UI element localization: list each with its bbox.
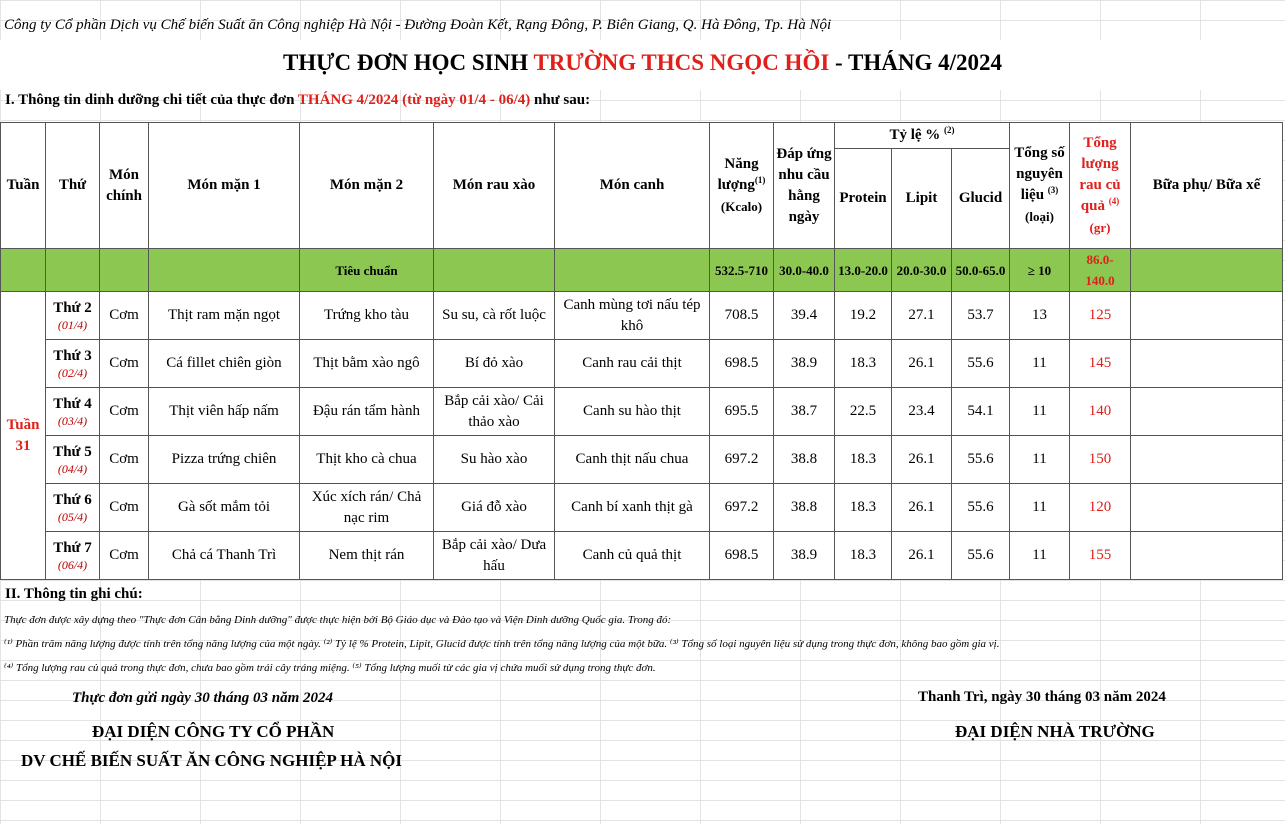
ratio-sup: (2) [944, 125, 955, 135]
day-date: (03/4) [57, 413, 88, 428]
col-soup: Món canh [555, 123, 710, 249]
cell-meets: 38.8 [774, 436, 835, 484]
cell-soup: Canh củ quả thịt [555, 532, 710, 580]
cell-lipit: 26.1 [892, 340, 952, 388]
cell-protein: 18.3 [835, 340, 892, 388]
cell-savory2: Trứng kho tàu [300, 292, 434, 340]
cell-ingredients: 11 [1010, 436, 1070, 484]
section1-heading [5, 92, 590, 109]
cell-veg: Bắp cải xào/ Dưa hấu [434, 532, 555, 580]
day-cell [46, 532, 100, 580]
vegtotal-label: Tổng lượng rau củ quả [1079, 134, 1121, 214]
cell-vegtotal: 155 [1070, 532, 1131, 580]
cell-meets: 38.8 [774, 484, 835, 532]
standard-meets: 30.0-40.0 [774, 249, 835, 292]
cell-glucid: 55.6 [952, 340, 1010, 388]
menu-row [1, 340, 1283, 388]
school-rep: ĐẠI DIỆN NHÀ TRƯỜNG [955, 722, 1155, 741]
col-protein: Protein [835, 149, 892, 249]
standard-vegtotal: 86.0-140.0 [1070, 249, 1131, 292]
day-name: Thứ 7 [53, 539, 92, 556]
col-ingredients [1010, 123, 1070, 249]
cell-lipit: 26.1 [892, 532, 952, 580]
cell-glucid: 53.7 [952, 292, 1010, 340]
cell-savory2: Thịt bằm xào ngô [300, 340, 434, 388]
cell-ingredients: 11 [1010, 532, 1070, 580]
col-savory2: Món mặn 2 [300, 123, 434, 249]
ingredients-unit: (loại) [1025, 209, 1054, 224]
col-week: Tuần [1, 123, 46, 249]
standard-label: Tiêu chuẩn [300, 249, 434, 292]
cell-vegtotal: 145 [1070, 340, 1131, 388]
cell-vegtotal: 125 [1070, 292, 1131, 340]
day-cell [46, 484, 100, 532]
cell-snack [1131, 484, 1283, 532]
menu-table [0, 122, 1283, 580]
col-ratio [835, 123, 1010, 149]
cell-main: Cơm [100, 532, 149, 580]
section1-suffix: như sau: [534, 92, 591, 108]
vegtotal-sup: (4) [1108, 195, 1120, 206]
standard-protein: 13.0-20.0 [835, 249, 892, 292]
standard-ingredients: ≥ 10 [1010, 249, 1070, 292]
cell-snack [1131, 340, 1283, 388]
col-snack: Bữa phụ/ Bữa xế [1131, 123, 1283, 249]
cell-protein: 18.3 [835, 436, 892, 484]
col-savory1: Món mặn 1 [149, 123, 300, 249]
vegtotal-unit: (gr) [1089, 219, 1111, 235]
cell-savory1: Cá fillet chiên giòn [149, 340, 300, 388]
cell-vegtotal: 120 [1070, 484, 1131, 532]
section2-heading: II. Thông tin ghi chú: [5, 586, 143, 602]
cell-soup: Canh su hào thịt [555, 388, 710, 436]
cell-savory1: Pizza trứng chiên [149, 436, 300, 484]
page-title [0, 50, 1285, 76]
cell-lipit: 26.1 [892, 436, 952, 484]
cell-meets: 38.9 [774, 340, 835, 388]
cell-glucid: 54.1 [952, 388, 1010, 436]
company-rep-line2: DV CHẾ BIẾN SUẤT ĂN CÔNG NGHIỆP HÀ NỘI [21, 751, 402, 770]
ingredients-sup: (3) [1047, 185, 1059, 195]
col-veg: Món rau xào [434, 123, 555, 249]
sent-date: Thực đơn gửi ngày 30 tháng 03 năm 2024 [72, 690, 334, 706]
cell-savory2: Xúc xích rán/ Chả nạc rim [300, 484, 434, 532]
section1-prefix: I. Thông tin dinh dưỡng chi tiết của thực đơn [5, 92, 295, 108]
day-cell [46, 388, 100, 436]
day-cell [46, 436, 100, 484]
cell-main: Cơm [100, 340, 149, 388]
menu-row [1, 388, 1283, 436]
standard-row [1, 249, 1283, 292]
note-line2: ⁽⁴⁾ Tổng lượng rau củ quả trong thực đơn, chưa bao gồm trái cây tráng miệng. ⁽⁵⁾ Tổng lượng muối từ các gia vị chứa muối sử dụng trong thực đơn. [4, 662, 656, 674]
day-date: (04/4) [57, 461, 88, 476]
day-date: (05/4) [57, 509, 88, 524]
section1-highlight: THÁNG 4/2024 (từ ngày 01/4 - 06/4) [297, 92, 531, 108]
day-cell [46, 292, 100, 340]
cell-veg: Su su, cà rốt luộc [434, 292, 555, 340]
standard-glucid: 50.0-65.0 [952, 249, 1010, 292]
cell-snack [1131, 532, 1283, 580]
cell-savory1: Thịt ram mặn ngọt [149, 292, 300, 340]
cell-snack [1131, 292, 1283, 340]
note-intro: Thực đơn được xây dựng theo "Thực đơn Cân bằng Dinh dưỡng" được thực hiện bởi Bộ Giáo dục và Đào tạo và Viện Dinh dưỡng Quốc gia. Trong đó: [4, 614, 672, 626]
day-date: (02/4) [57, 365, 88, 380]
cell-soup: Canh bí xanh thịt gà [555, 484, 710, 532]
cell-glucid: 55.6 [952, 532, 1010, 580]
col-energy [710, 123, 774, 249]
cell-main: Cơm [100, 388, 149, 436]
cell-ingredients: 11 [1010, 484, 1070, 532]
cell-energy: 698.5 [710, 340, 774, 388]
cell-veg: Bí đỏ xào [434, 340, 555, 388]
cell-main: Cơm [100, 292, 149, 340]
menu-row [1, 436, 1283, 484]
cell-ingredients: 11 [1010, 388, 1070, 436]
cell-veg: Su hào xào [434, 436, 555, 484]
cell-protein: 18.3 [835, 532, 892, 580]
col-vegtotal [1070, 123, 1131, 249]
cell-main: Cơm [100, 436, 149, 484]
menu-row [1, 292, 1283, 340]
day-name: Thứ 6 [53, 491, 92, 508]
cell-snack [1131, 388, 1283, 436]
cell-vegtotal: 150 [1070, 436, 1131, 484]
cell-snack [1131, 436, 1283, 484]
cell-meets: 38.9 [774, 532, 835, 580]
col-day: Thứ [46, 123, 100, 249]
title-prefix: THỰC ĐƠN HỌC SINH [282, 50, 529, 75]
cell-energy: 698.5 [710, 532, 774, 580]
cell-glucid: 55.6 [952, 436, 1010, 484]
company-rep-line1: ĐẠI DIỆN CÔNG TY CỔ PHẦN [92, 722, 335, 741]
energy-sup: (1) [754, 174, 766, 185]
cell-savory2: Thịt kho cà chua [300, 436, 434, 484]
day-date: (01/4) [57, 317, 88, 332]
day-name: Thứ 4 [53, 395, 92, 412]
col-glucid: Glucid [952, 149, 1010, 249]
col-lipit: Lipit [892, 149, 952, 249]
menu-row [1, 532, 1283, 580]
cell-main: Cơm [100, 484, 149, 532]
col-main: Món chính [100, 123, 149, 249]
day-name: Thứ 5 [53, 443, 92, 460]
cell-protein: 19.2 [835, 292, 892, 340]
cell-lipit: 27.1 [892, 292, 952, 340]
day-name: Thứ 3 [53, 347, 92, 364]
place-date: Thanh Trì, ngày 30 tháng 03 năm 2024 [918, 689, 1166, 705]
cell-savory1: Gà sốt mắm tỏi [149, 484, 300, 532]
cell-veg: Bắp cải xào/ Cải thảo xào [434, 388, 555, 436]
ratio-label: Tỷ lệ % [889, 127, 941, 143]
cell-energy: 695.5 [710, 388, 774, 436]
cell-glucid: 55.6 [952, 484, 1010, 532]
menu-row [1, 484, 1283, 532]
energy-unit: (Kcalo) [720, 198, 763, 214]
week-label: Tuần 31 [1, 292, 46, 580]
title-school: TRƯỜNG THCS NGỌC HỒI [533, 50, 830, 75]
cell-energy: 697.2 [710, 484, 774, 532]
day-name: Thứ 2 [53, 299, 92, 316]
standard-lipit: 20.0-30.0 [892, 249, 952, 292]
cell-ingredients: 13 [1010, 292, 1070, 340]
cell-vegtotal: 140 [1070, 388, 1131, 436]
cell-soup: Canh mùng tơi nấu tép khô [555, 292, 710, 340]
cell-savory1: Thịt viên hấp nấm [149, 388, 300, 436]
cell-savory2: Nem thịt rán [300, 532, 434, 580]
cell-protein: 22.5 [835, 388, 892, 436]
company-address: Công ty Cổ phần Dịch vụ Chế biến Suất ăn Công nghiệp Hà Nội - Đường Đoàn Kết, Rạng Đông, P. Biên Giang, Q. Hà Đông, Tp. Hà Nội [4, 17, 832, 33]
cell-meets: 38.7 [774, 388, 835, 436]
cell-meets: 39.4 [774, 292, 835, 340]
energy-label: Năng lượng [717, 155, 759, 193]
standard-energy: 532.5-710 [710, 249, 774, 292]
ingredients-label: Tổng số nguyên liệu [1014, 145, 1065, 203]
cell-savory2: Đậu rán tẩm hành [300, 388, 434, 436]
cell-lipit: 26.1 [892, 484, 952, 532]
cell-savory1: Chả cá Thanh Trì [149, 532, 300, 580]
cell-lipit: 23.4 [892, 388, 952, 436]
note-line1: ⁽¹⁾ Phần trăm năng lượng được tính trên tổng năng lượng của một ngày. ⁽²⁾ Tỷ lệ % Protein, Lipit, Glucid được tính trên tổng năng lượng của một bữa. ⁽³⁾ Tổng số loại nguyên liệu sử dụng trong thực đơn, không bao gồm gia vị. [4, 638, 1000, 650]
day-date: (06/4) [57, 557, 88, 572]
cell-veg: Giá đỗ xào [434, 484, 555, 532]
cell-energy: 697.2 [710, 436, 774, 484]
cell-ingredients: 11 [1010, 340, 1070, 388]
cell-soup: Canh rau cải thịt [555, 340, 710, 388]
day-cell [46, 340, 100, 388]
cell-protein: 18.3 [835, 484, 892, 532]
title-suffix: - THÁNG 4/2024 [835, 50, 1003, 75]
cell-energy: 708.5 [710, 292, 774, 340]
cell-soup: Canh thịt nấu chua [555, 436, 710, 484]
col-meets: Đáp ứng nhu cầu hằng ngày [774, 123, 835, 249]
